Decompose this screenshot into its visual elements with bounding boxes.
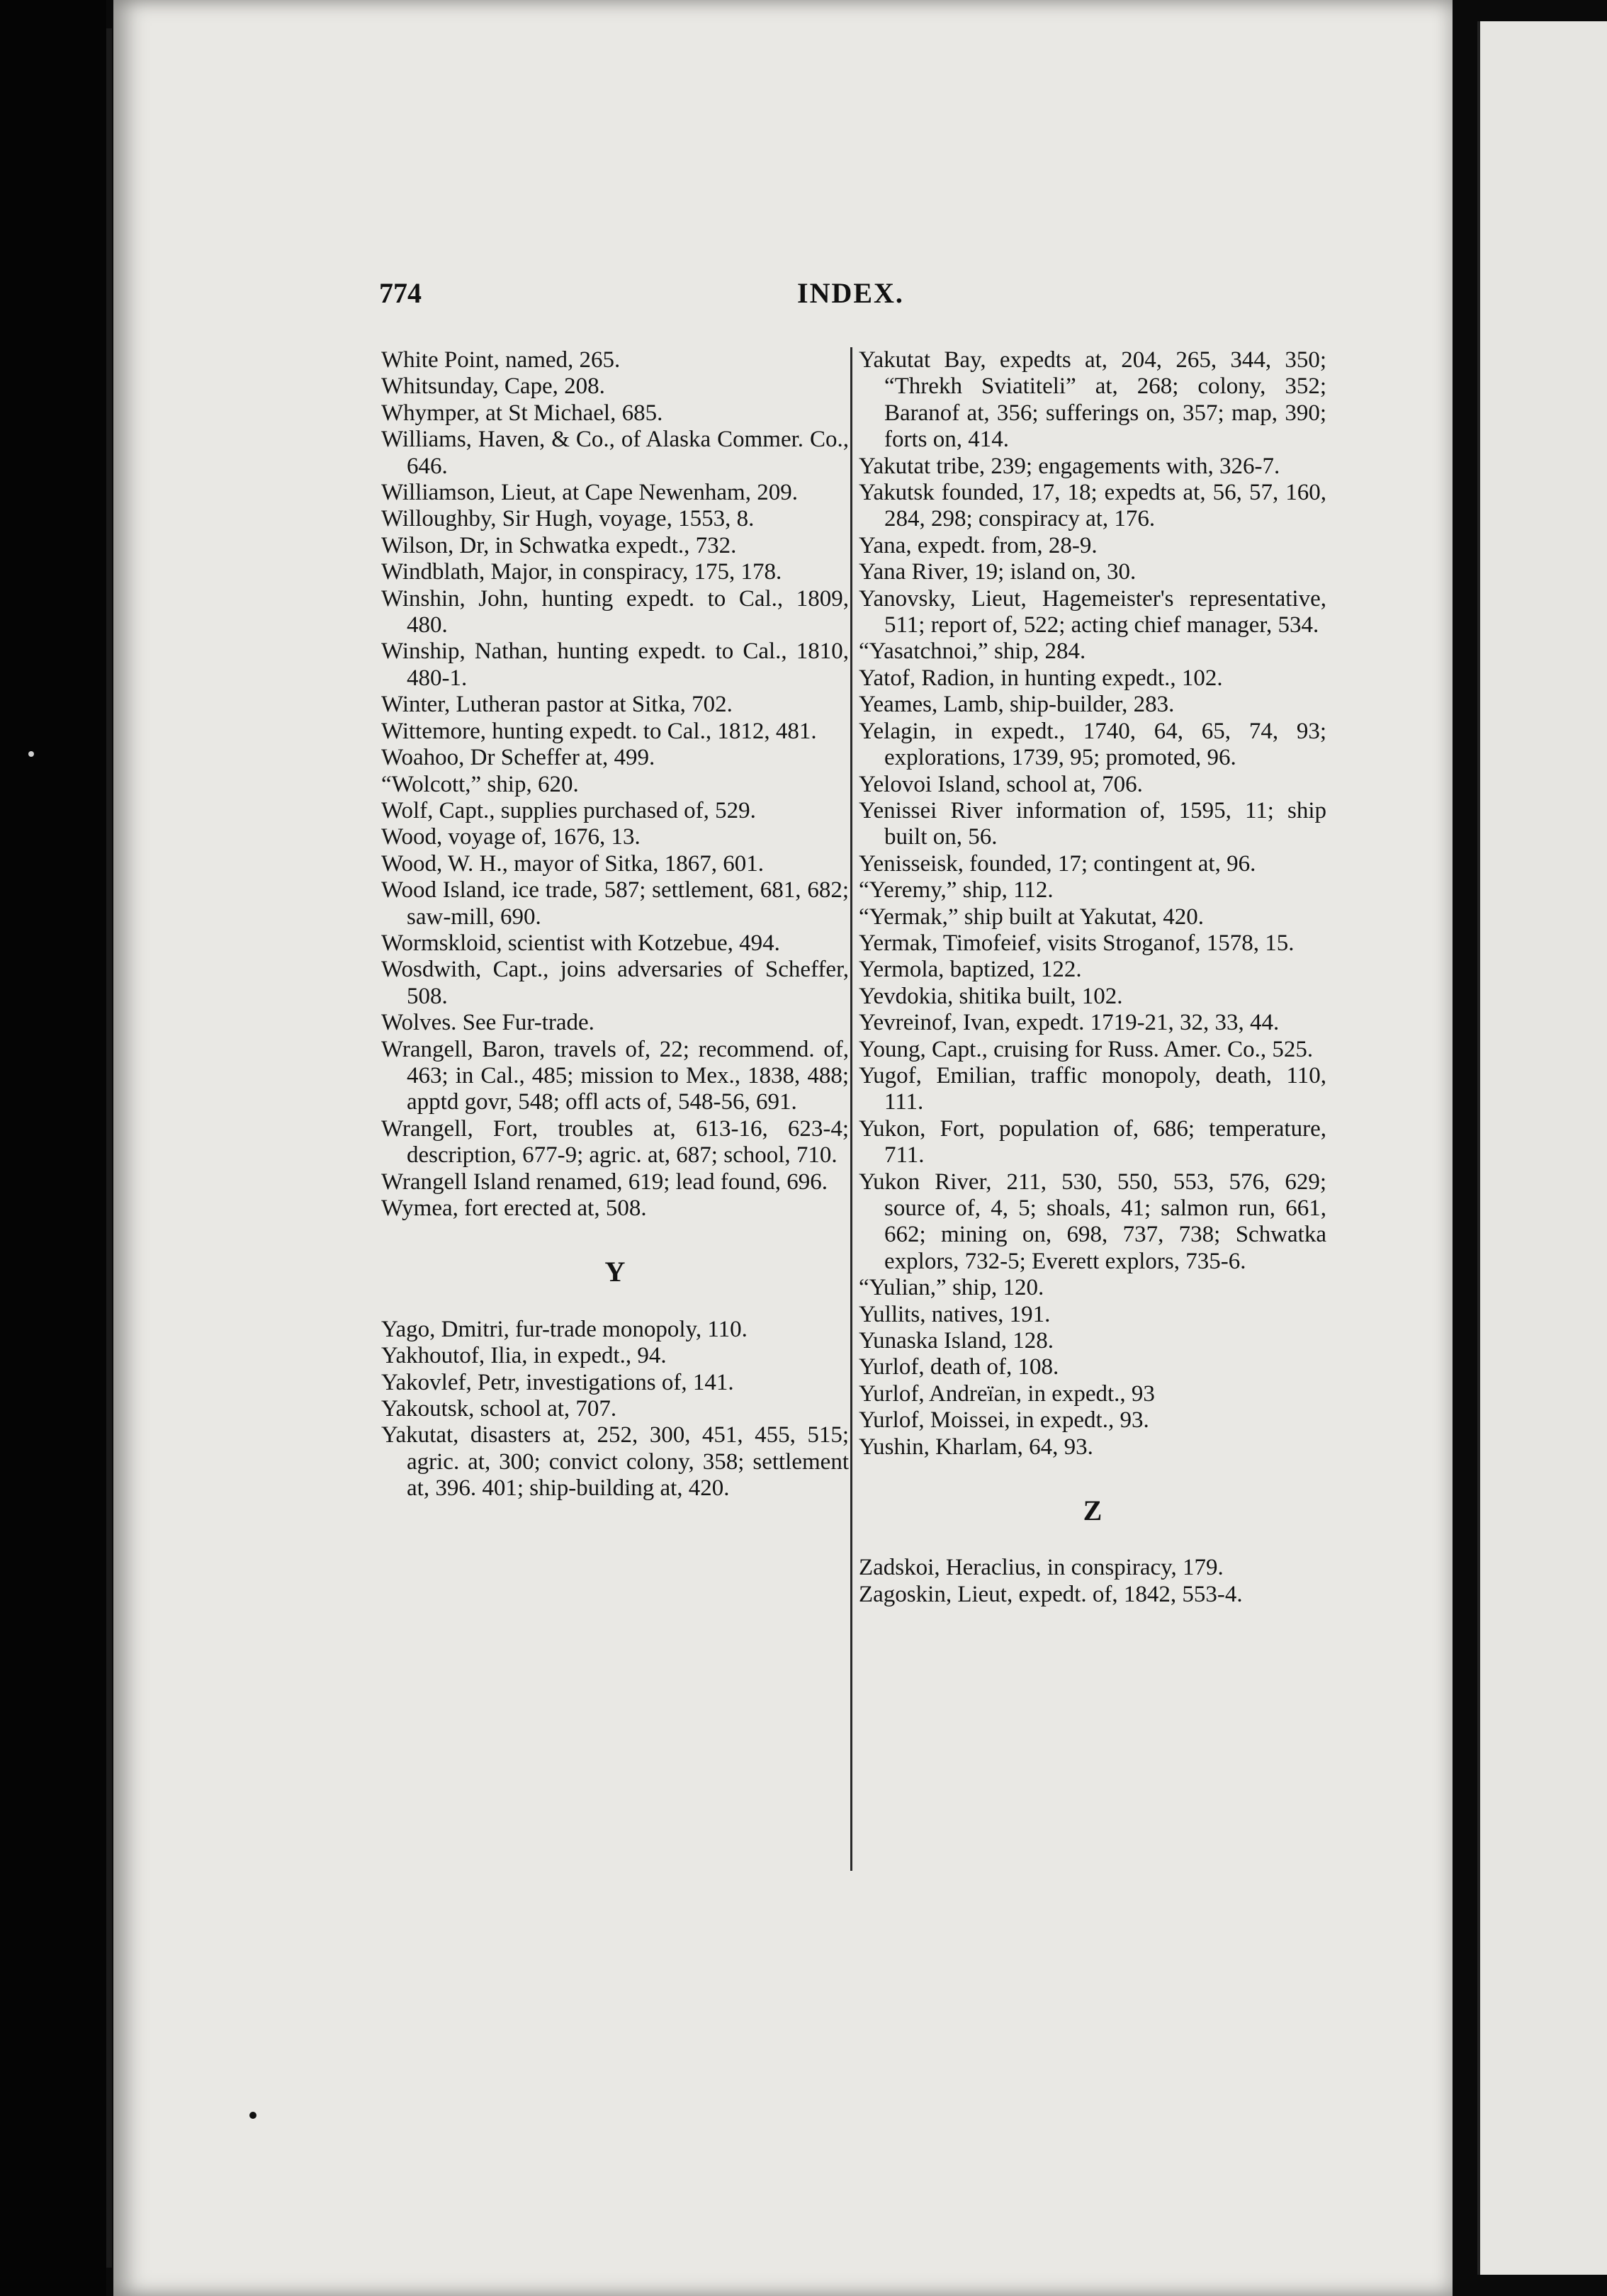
index-entry: Yenissei River information of, 1595, 11; ship built on, 56. xyxy=(859,797,1326,850)
index-entry: Wymea, fort erected at, 508. xyxy=(381,1195,647,1221)
index-entry: Young, Capt., cruising for Russ. Amer. Co., 525. xyxy=(859,1036,1314,1062)
index-entry: Wrangell, Fort, troubles at, 613-16, 623-4; description, 677-9; agric. at, 687; school, 710. xyxy=(381,1115,849,1169)
index-entry: Yanovsky, Lieut, Hagemeister's representative, 511; report of, 522; acting chief manager, 534. xyxy=(859,585,1326,638)
index-entry: Yakhoutof, Ilia, in expedt., 94. xyxy=(381,1343,667,1369)
index-entry: Winship, Nathan, hunting expedt. to Cal., 1810, 480-1. xyxy=(381,638,849,691)
index-entry: Yevreinof, Ivan, expedt. 1719-21, 32, 33, 44. xyxy=(859,1010,1280,1036)
binding-edge xyxy=(106,28,112,2268)
index-entry: Wrangell, Baron, travels of, 22; recommend. of, 463; in Cal., 485; mission to Mex., 1838, 488; apptd govr, 548; offl acts of, 548-56, 691. xyxy=(381,1036,849,1115)
left-entries-w xyxy=(381,347,849,1222)
index-entry: Williams, Haven, & Co., of Alaska Commer. Co., 646. xyxy=(381,427,849,479)
index-entry: Yana, expedt. from, 28-9. xyxy=(859,532,1098,558)
index-entry: Yakoutsk, school at, 707. xyxy=(381,1396,617,1422)
index-entry: Yurlof, Andreïan, in expedt., 93 xyxy=(859,1380,1155,1407)
index-entry: Whitsunday, Cape, 208. xyxy=(381,373,605,400)
facing-page-edge xyxy=(1477,21,1607,2275)
left-page-edge xyxy=(0,0,106,2296)
index-entry: “Wolcott,” ship, 620. xyxy=(381,771,579,797)
index-entry: Yurlof, death of, 108. xyxy=(859,1354,1059,1380)
index-entry: Wosdwith, Capt., joins adversaries of Scheffer, 508. xyxy=(381,957,849,1009)
section-letter-y: Y xyxy=(604,1256,626,1288)
index-entry: Yakutsk founded, 17, 18; expedts at, 56, 57, 160, 284, 298; conspiracy at, 176. xyxy=(859,480,1326,532)
index-entry: Wood Island, ice trade, 587; settlement, 681, 682; saw-mill, 690. xyxy=(381,877,849,930)
index-entry: “Yasatchnoi,” ship, 284. xyxy=(859,638,1086,665)
index-entry: Wormskloid, scientist with Kotzebue, 494. xyxy=(381,930,780,956)
index-entry: Zagoskin, Lieut, expedt. of, 1842, 553-4. xyxy=(859,1581,1243,1607)
index-entry: Wittemore, hunting expedt. to Cal., 1812, 481. xyxy=(381,718,817,744)
index-entry: Yago, Dmitri, fur-trade monopoly, 110. xyxy=(381,1316,748,1342)
index-entry: Woahoo, Dr Scheffer at, 499. xyxy=(381,745,655,771)
index-entry: Whymper, at St Michael, 685. xyxy=(381,400,663,426)
index-entry: Yukon, Fort, population of, 686; temperature, 711. xyxy=(859,1115,1326,1169)
index-entry: Yenisseisk, founded, 17; contingent at, 96. xyxy=(859,850,1256,877)
left-column xyxy=(381,347,849,1502)
index-entry: Wolf, Capt., supplies purchased of, 529. xyxy=(381,797,756,823)
index-entry: Yullits, natives, 191. xyxy=(859,1301,1051,1327)
margin-speck xyxy=(28,751,34,757)
page-header xyxy=(379,276,1321,319)
index-entry: Yana River, 19; island on, 30. xyxy=(859,559,1137,585)
index-entry: Yakutat Bay, expedts at, 204, 265, 344, 350; “Threkh Sviatiteli” at, 268; colony, 352; Baranof at, 356; sufferings on, 357; map, 390; forts on, 414. xyxy=(859,347,1326,453)
index-entry: Williamson, Lieut, at Cape Newenham, 209. xyxy=(381,480,798,506)
index-entry: Winshin, John, hunting expedt. to Cal., 1809, 480. xyxy=(381,585,849,638)
left-entries-y xyxy=(381,1317,849,1502)
right-entries-z xyxy=(859,1555,1326,1608)
index-entry: Windblath, Major, in conspiracy, 175, 178. xyxy=(381,559,782,585)
index-entry: Yeames, Lamb, ship-builder, 283. xyxy=(859,692,1175,718)
index-entry: Wolves. See Fur-trade. xyxy=(381,1010,594,1036)
index-entry: Zadskoi, Heraclius, in conspiracy, 179. xyxy=(859,1555,1224,1581)
index-entry: Yakutat tribe, 239; engagements with, 326-7. xyxy=(859,453,1280,479)
index-entry: Winter, Lutheran pastor at Sitka, 702. xyxy=(381,692,733,718)
index-entry: Yushin, Kharlam, 64, 93. xyxy=(859,1434,1093,1460)
running-head: INDEX. xyxy=(797,277,904,309)
index-entry: White Point, named, 265. xyxy=(381,347,621,373)
index-entry: Yevdokia, shitika built, 102. xyxy=(859,983,1123,1009)
index-entry: “Yermak,” ship built at Yakutat, 420. xyxy=(859,904,1205,930)
index-entry: “Yulian,” ship, 120. xyxy=(859,1275,1044,1301)
column-rule xyxy=(850,347,852,1871)
index-entry: Wilson, Dr, in Schwatka expedt., 732. xyxy=(381,532,737,558)
index-entry: Yermola, baptized, 122. xyxy=(859,957,1082,983)
index-entry: Yurlof, Moissei, in expedt., 93. xyxy=(859,1407,1149,1434)
index-entry: Yatof, Radion, in hunting expedt., 102. xyxy=(859,665,1223,691)
ink-speck xyxy=(249,2112,256,2119)
index-entry: Yakutat, disasters at, 252, 300, 451, 455, 515; agric. at, 300; convict colony, 358; settlement at, 396. 401; ship-building at, 420. xyxy=(381,1422,849,1502)
page-gutter xyxy=(1453,0,1477,2296)
index-entry: Yakovlef, Petr, investigations of, 141. xyxy=(381,1369,734,1395)
section-letter-z: Z xyxy=(1083,1495,1103,1527)
index-entry: Yukon River, 211, 530, 550, 553, 576, 629; source of, 4, 5; shoals, 41; salmon run, 661, 662; mining on, 698, 737, 738; Schwatka explors, 732-5; Everett explors, 735-6. xyxy=(859,1169,1326,1274)
index-entry: Yermak, Timofeief, visits Stroganof, 1578, 15. xyxy=(859,930,1295,956)
index-entry: Wood, W. H., mayor of Sitka, 1867, 601. xyxy=(381,850,764,877)
index-entry: Wood, voyage of, 1676, 13. xyxy=(381,824,641,850)
right-entries-y xyxy=(859,347,1326,1461)
index-entry: Yelovoi Island, school at, 706. xyxy=(859,771,1143,797)
index-entry: Yunaska Island, 128. xyxy=(859,1328,1054,1354)
index-entry: Yelagin, in expedt., 1740, 64, 65, 74, 93; explorations, 1739, 95; promoted, 96. xyxy=(859,718,1326,771)
index-entry: “Yeremy,” ship, 112. xyxy=(859,877,1054,904)
index-entry: Wrangell Island renamed, 619; lead found, 696. xyxy=(381,1169,828,1195)
page-number: 774 xyxy=(379,277,422,309)
index-entry: Willoughby, Sir Hugh, voyage, 1553, 8. xyxy=(381,506,755,532)
right-column xyxy=(859,347,1326,1608)
index-entry: Yugof, Emilian, traffic monopoly, death, 110, 111. xyxy=(859,1062,1326,1115)
